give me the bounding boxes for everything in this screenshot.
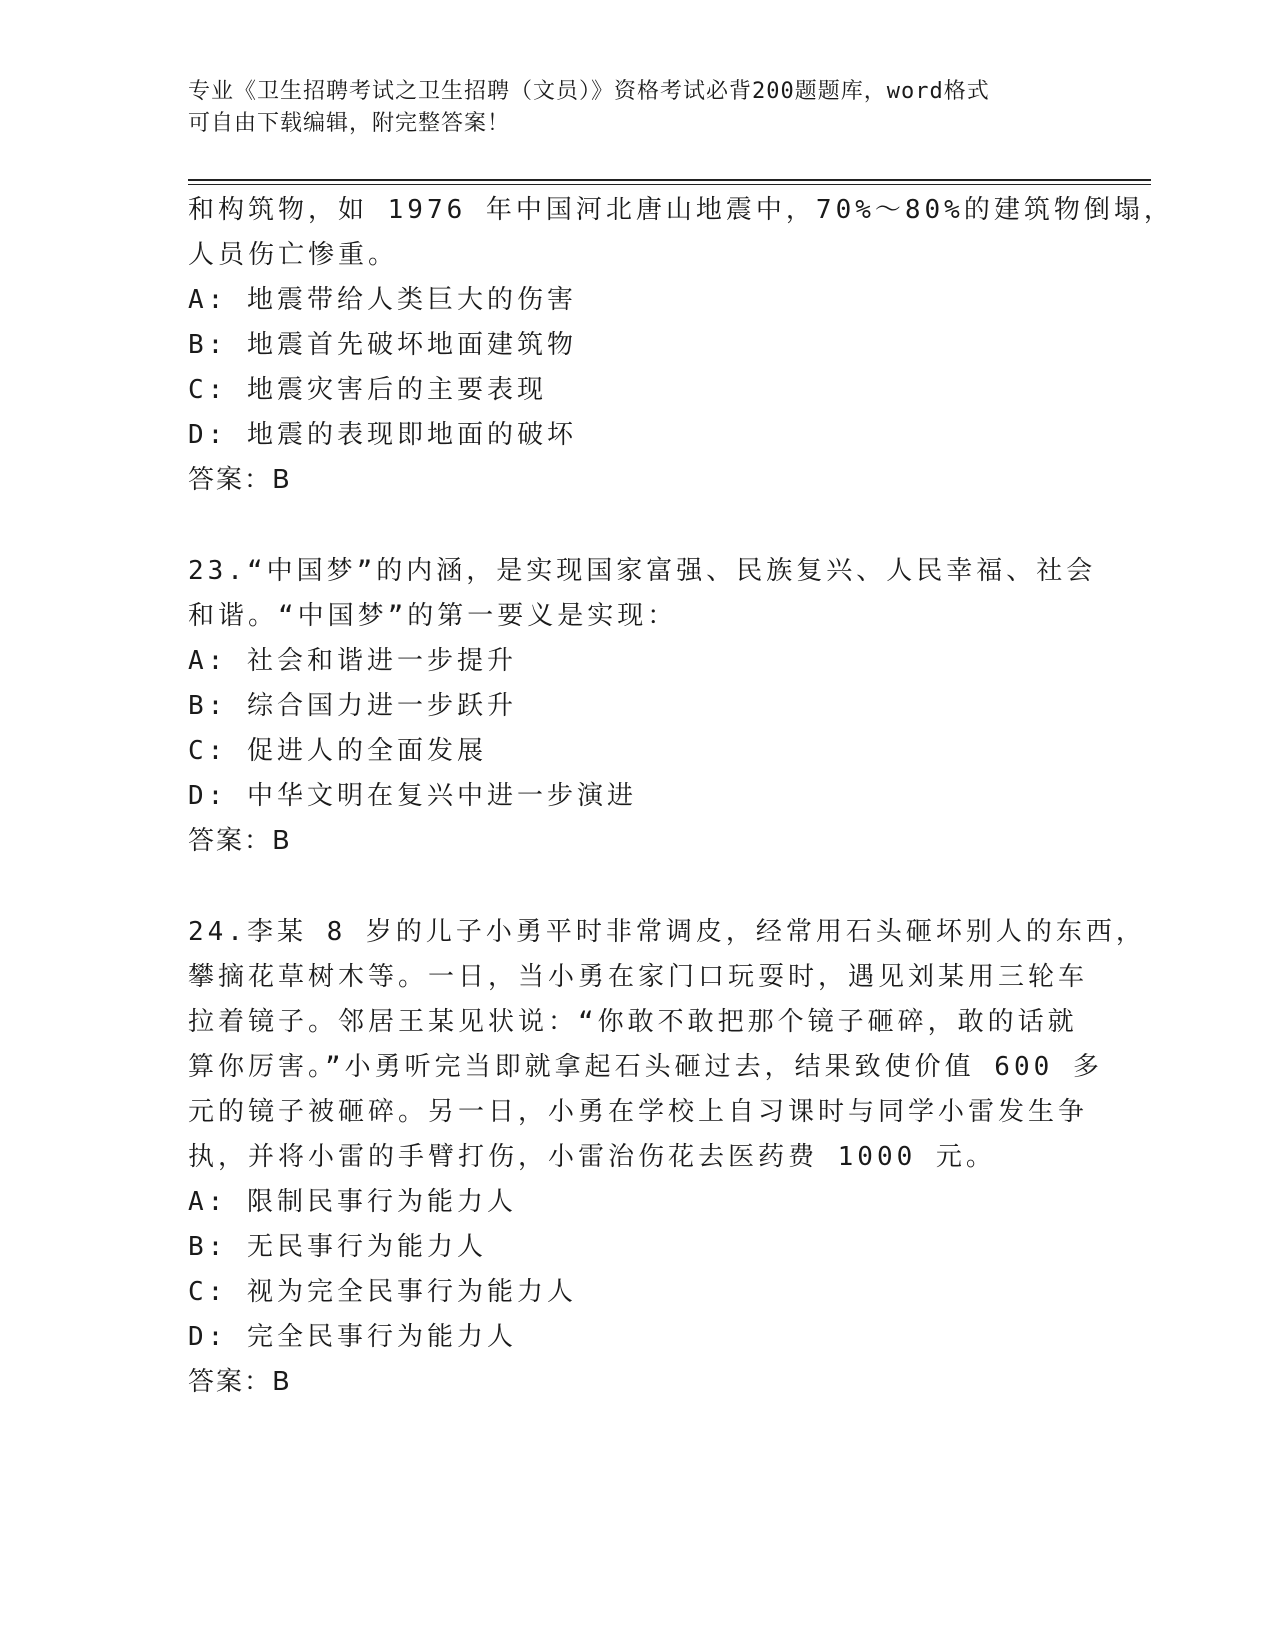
header-title-line-1: 专业《卫生招聘考试之卫生招聘（文员）》资格考试必背200题题库，word格式 — [188, 79, 990, 104]
option-c: C: 视为完全民事行为能力人 — [188, 1277, 577, 1307]
header-divider-thick — [188, 179, 1151, 181]
question-stem-line: 元的镜子被砸碎。另一日，小勇在学校上自习课时与同学小雷发生争 — [188, 1097, 1089, 1127]
question-stem-line: 人员伤亡惨重。 — [188, 240, 399, 270]
question-23 — [188, 549, 1097, 864]
option-d: D: 完全民事行为能力人 — [188, 1322, 517, 1352]
question-stem-line: 和构筑物，如 1976 年中国河北唐山地震中，70%～80%的建筑物倒塌， — [188, 195, 1174, 225]
answer-label: 答案：B — [188, 1367, 292, 1397]
question-stem-line: 和谐。“中国梦”的第一要义是实现： — [188, 601, 678, 631]
question-stem-line: 拉着镜子。邻居王某见状说：“你敢不敢把那个镜子砸碎，敢的话就 — [188, 1007, 1078, 1037]
page-header — [188, 76, 1088, 140]
option-d: D: 中华文明在复兴中进一步演进 — [188, 781, 637, 811]
question-spacer — [188, 503, 1088, 549]
option-b: B: 地震首先破坏地面建筑物 — [188, 330, 577, 360]
answer-label: 答案：B — [188, 465, 292, 495]
question-list — [188, 188, 1174, 1405]
option-b: B: 无民事行为能力人 — [188, 1232, 487, 1262]
option-a: A: 限制民事行为能力人 — [188, 1187, 517, 1217]
question-stem-line: 24.李某 8 岁的儿子小勇平时非常调皮，经常用石头砸坏别人的东西， — [188, 917, 1146, 947]
option-d: D: 地震的表现即地面的破坏 — [188, 420, 577, 450]
option-b: B: 综合国力进一步跃升 — [188, 691, 517, 721]
option-c: C: 地震灾害后的主要表现 — [188, 375, 547, 405]
option-c: C: 促进人的全面发展 — [188, 736, 487, 766]
option-a: A: 社会和谐进一步提升 — [188, 646, 517, 676]
question-spacer — [188, 864, 1088, 910]
question-stem-line: 算你厉害。”小勇听完当即就拿起石头砸过去，结果致使价值 600 多 — [188, 1052, 1103, 1082]
header-divider-thin — [188, 184, 1151, 185]
question-22 — [188, 188, 1174, 503]
question-stem-line: 攀摘花草树木等。一日，当小勇在家门口玩耍时，遇见刘某用三轮车 — [188, 962, 1089, 992]
question-stem-line: 23.“中国梦”的内涵，是实现国家富强、民族复兴、人民幸福、社会 — [188, 556, 1097, 586]
answer-label: 答案：B — [188, 826, 292, 856]
header-title-line-2: 可自由下载编辑，附完整答案！ — [188, 111, 511, 136]
question-24 — [188, 910, 1146, 1405]
question-stem-line: 执，并将小雷的手臂打伤，小雷治伤花去医药费 1000 元。 — [188, 1142, 996, 1172]
option-a: A: 地震带给人类巨大的伤害 — [188, 285, 577, 315]
